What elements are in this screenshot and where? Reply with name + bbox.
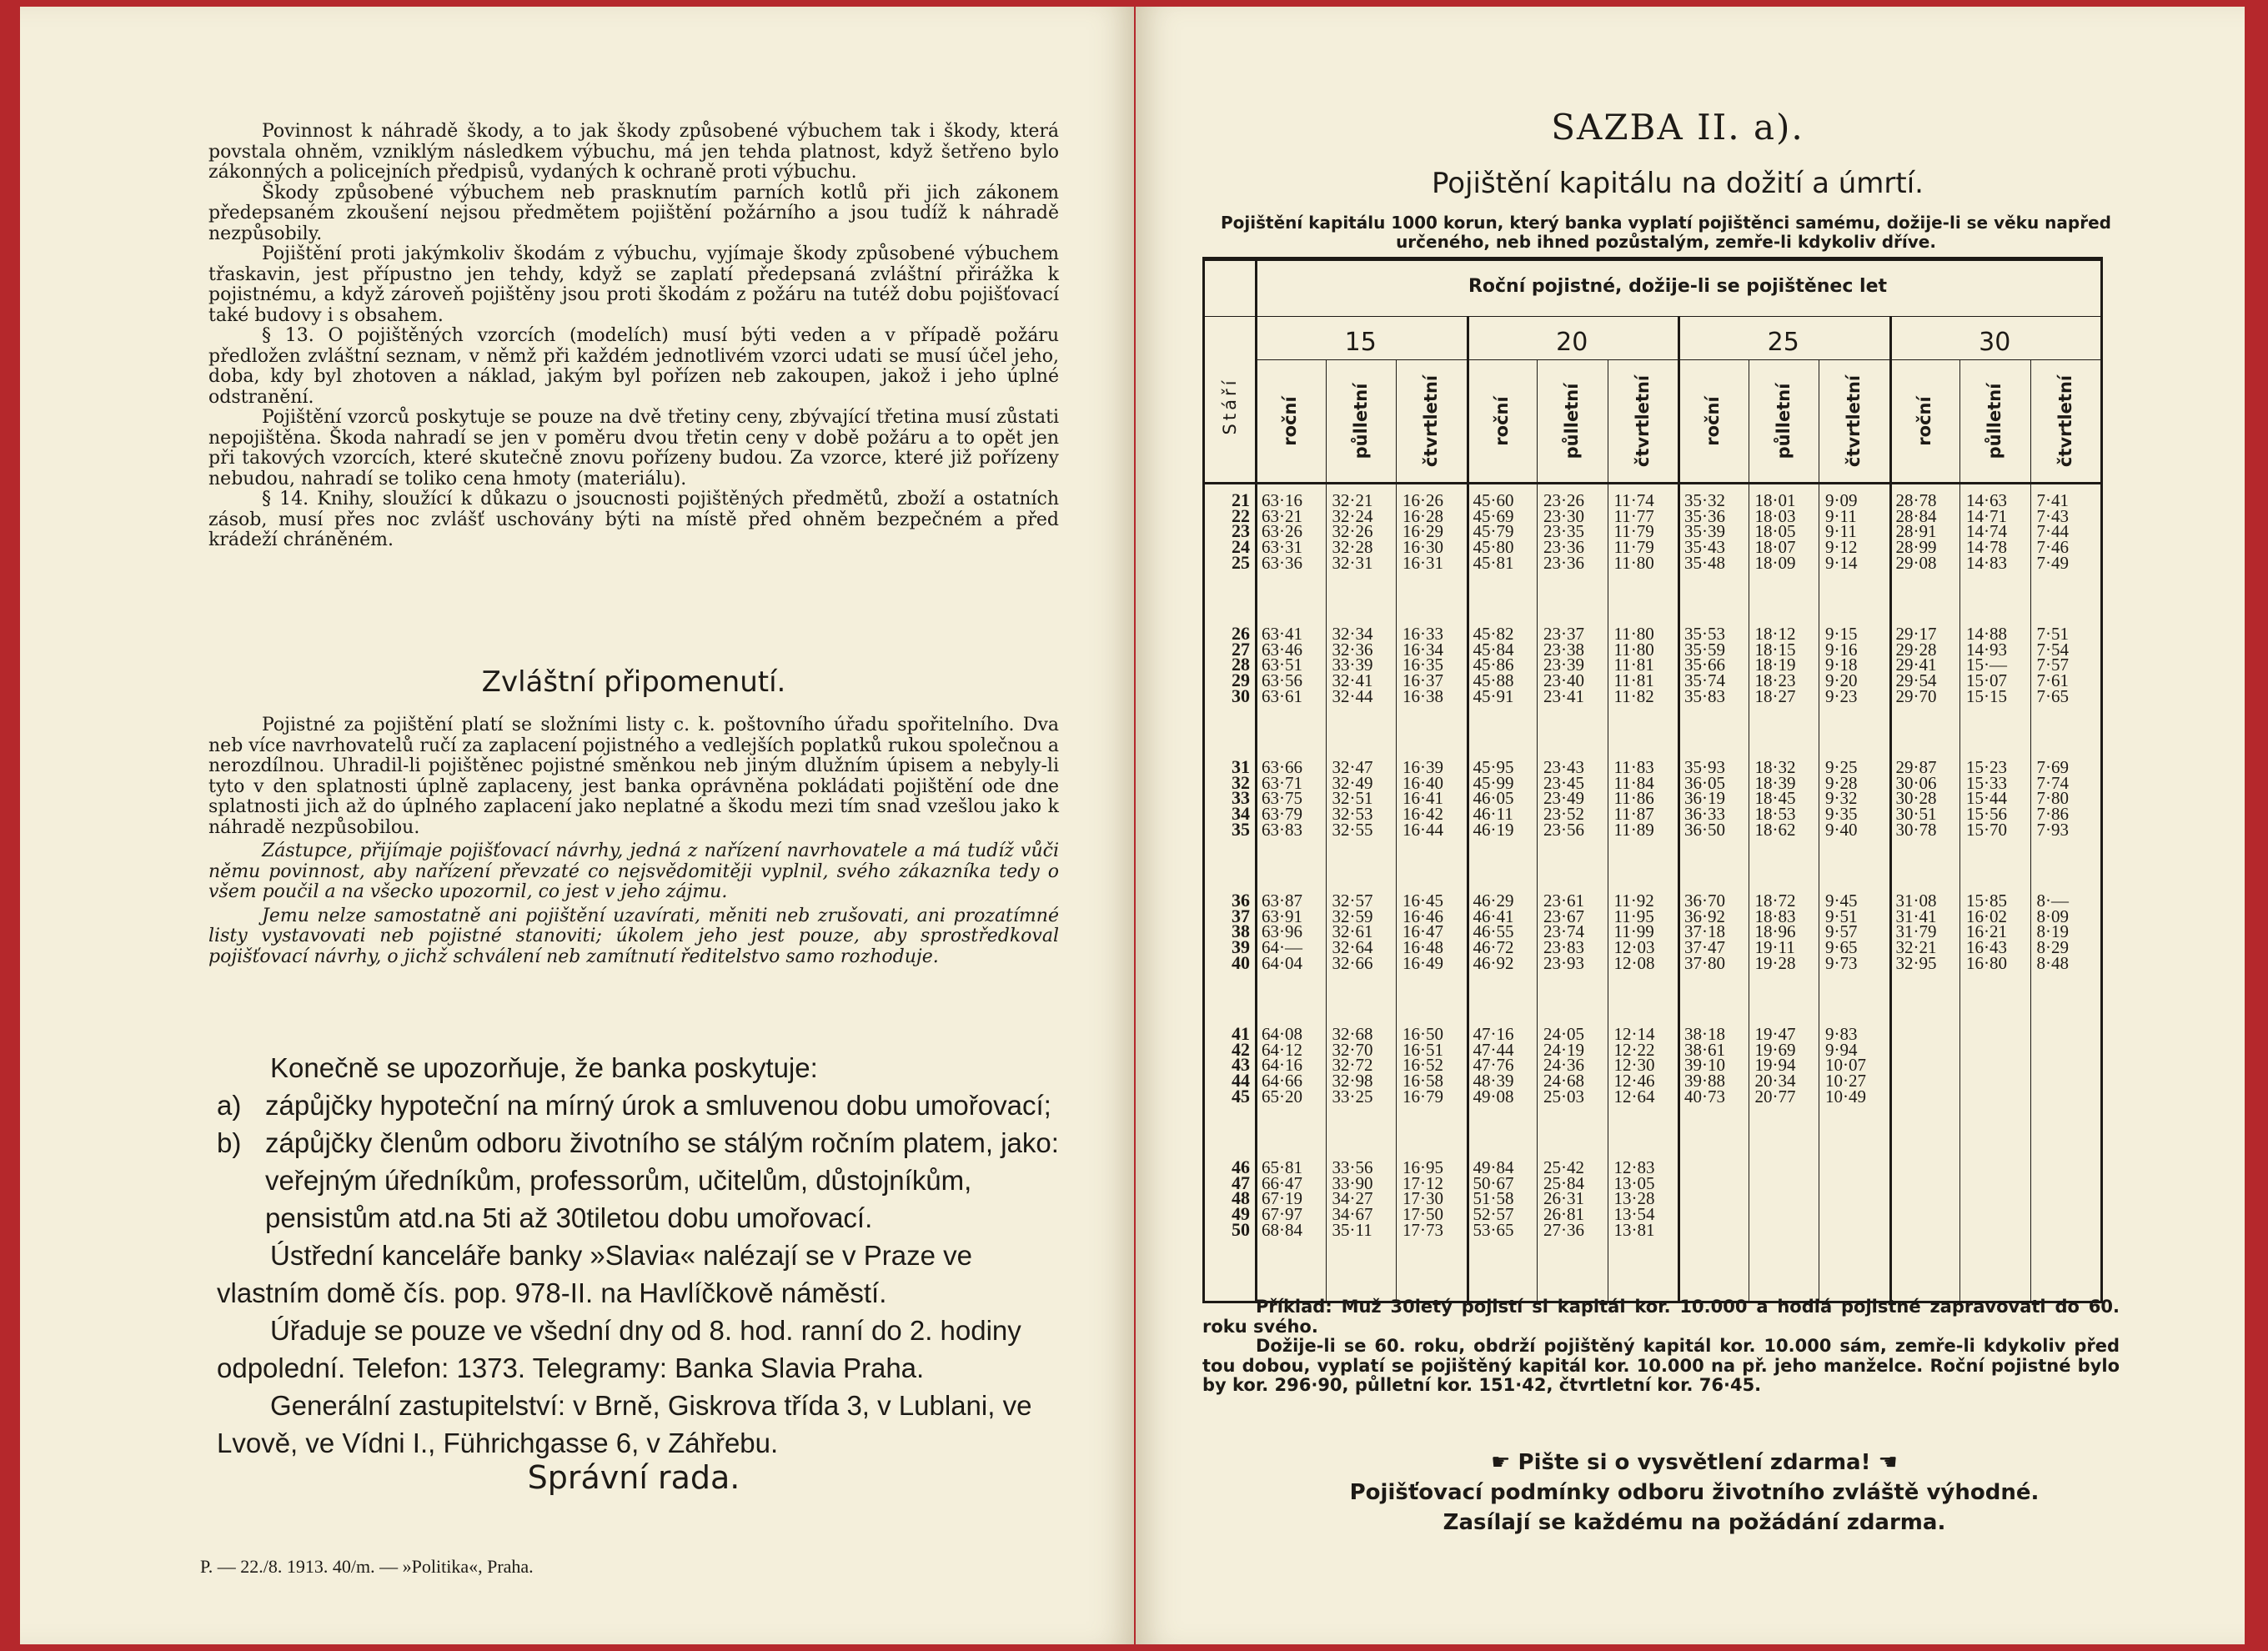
table-rule bbox=[1255, 261, 1257, 1301]
premium-values: 64·08 64·12 64·16 64·66 65·20 bbox=[1262, 1024, 1302, 1107]
premium-values: 28·78 28·84 28·91 28·99 29·08 bbox=[1895, 490, 1937, 573]
premium-values: 16·26 16·28 16·29 16·30 16·31 bbox=[1402, 490, 1443, 573]
paragraph: Pojištění proti jakýmkoliv škodám z výbuchu, vyjímaje škody způsobené výbuchem třaskavin, jest přípustno jen tehdy, když se zaplatí předepsaná zvláštní přirážka k pojistnému, a když zároveň pojištěny jsou proti škodám z požáru na tutéž dobu pojišťovací také budovy i s obsahem. bbox=[208, 243, 1059, 326]
paragraph: § 13. O pojištěných vzorcích (modelích) musí býti veden a v případě požáru předložen zvláštní seznam, v němž při každém jednotlivém vzorci udati se musí účel jeho, doba, kdy byl zhotoven a náklad, jakým byl pořízen neb zakoupen, jakož i jeho úplné odstranění. bbox=[208, 325, 1059, 408]
premium-values: 7·41 7·43 7·44 7·46 7·49 bbox=[2036, 490, 2069, 573]
premium-values: 9·09 9·11 9·11 9·12 9·14 bbox=[1825, 490, 1858, 573]
table-rule bbox=[1959, 359, 1960, 1301]
item-text: zápůjčky členům odboru životního se stálým ročním platem, jako: veřejným úředníkům, professorům, učitelům, důstojníkům, pensistům atd.na 5ti až 30tiletou dobu umořovací. bbox=[265, 1127, 1059, 1233]
item-marker: a) bbox=[217, 1090, 242, 1121]
premium-values: 9·83 9·94 10·07 10·27 10·49 bbox=[1825, 1024, 1866, 1107]
premium-values: 63·41 63·46 63·51 63·56 63·61 bbox=[1262, 624, 1302, 706]
premium-values: 19·47 19·69 19·94 20·34 20·77 bbox=[1754, 1024, 1796, 1107]
paragraph: § 14. Knihy, sloužící k důkazu o jsoucnosti pojištěných předmětů, zboží a ostatních zásob, musí přes noc zvlášť uschovány býti na místě před ohněm bezpečném a před krádeží chráněném. bbox=[208, 489, 1059, 550]
table-rule bbox=[2030, 359, 2031, 1301]
premium-values: 12·83 13·05 13·28 13·54 13·81 bbox=[1613, 1157, 1655, 1240]
promo-free: Zasílají se každému na požádání zdarma. bbox=[1443, 1510, 1946, 1535]
table-header-main: Roční pojistné, dožije-li se pojištěnec let bbox=[1468, 276, 1888, 297]
sub-column-header: roční bbox=[1280, 396, 1301, 446]
example-2: Dožije-li se 60. roku, obdrží pojištěný kapitál kor. 10.000 sám, zemře-li kdykoliv před tou dobou, vyplatí se pojištěný kapitál kor. 10.000 na př. jeho manželce. Roční pojistné bylo by kor. 296·90, půlletní kor. 151·42, čtvrtletní kor. 76·45. bbox=[1202, 1336, 2120, 1395]
age-values: 26 27 28 29 30 bbox=[1232, 623, 1250, 706]
premium-values: 45·82 45·84 45·86 45·88 45·91 bbox=[1473, 624, 1514, 706]
table-rule bbox=[1326, 359, 1327, 1301]
premium-values: 11·80 11·80 11·81 11·81 11·82 bbox=[1613, 624, 1654, 706]
table-rule bbox=[1537, 359, 1538, 1301]
paragraph: Povinnost k náhradě škody, a to jak škody způsobené výbuchem tak i škody, která povstala ohněm, vzniklým následkem výbuchu, má jen tehda platnost, když šetřeno bylo zákonných a policejních předpisů, vydaných k ochraně proti výbuchu. bbox=[208, 121, 1059, 183]
age-column-header: Stáří bbox=[1220, 377, 1240, 435]
premium-values: 23·26 23·30 23·35 23·36 23·36 bbox=[1543, 490, 1584, 573]
left-page bbox=[20, 7, 1134, 1644]
services-intro: Konečně se upozorňuje, že banka poskytuje: bbox=[270, 1052, 818, 1083]
sub-column-header: půlletní bbox=[1984, 383, 2005, 459]
table-rule bbox=[1205, 316, 2100, 317]
rate-description: Pojištění kapitálu 1000 korun, který banka vyplatí pojištěnci samému, dožije-li se věku napřed určeného, neb ihned pozůstalým, zemře-li kdykoliv dříve. bbox=[1221, 213, 2111, 252]
premium-values: 33·56 33·90 34·27 34·67 35·11 bbox=[1332, 1157, 1373, 1240]
sub-column-header: čtvrtletní bbox=[1844, 374, 1864, 468]
premium-values: 14·63 14·71 14·74 14·78 14·83 bbox=[1966, 490, 2007, 573]
premium-values: 15·85 16·02 16·21 16·43 16·80 bbox=[1966, 891, 2007, 973]
paragraph: Škody způsobené výbuchem neb prasknutím parních kotlů při jich zákonem předepsaném zkoušení nejsou předmětem pojištění požárního a jsou tudíž k náhradě nezpůsobily. bbox=[208, 182, 1059, 244]
signature: Správní rada. bbox=[527, 1459, 740, 1496]
agencies: Generální zastupitelství: v Brně, Giskrova třída 3, v Lublani, ve Lvově, ve Vídni I., Führichgasse 6, v Záhřebu. bbox=[217, 1390, 1032, 1458]
item-text: zápůjčky hypoteční na mírný úrok a smluvenou dobu umořovací; bbox=[265, 1090, 1051, 1121]
call-to-action-row bbox=[1186, 1448, 2203, 1478]
premium-values: 32·68 32·70 32·72 32·98 33·25 bbox=[1332, 1024, 1373, 1107]
premium-values: 18·12 18·15 18·19 18·23 18·27 bbox=[1754, 624, 1796, 706]
age-values: 21 22 23 24 25 bbox=[1232, 489, 1250, 573]
notice-paragraph: Pojistné za pojištění platí se složními listy c. k. poštovního úřadu spořitelního. Dva neb více navrhovatelů ručí za zaplacení pojistného a vedlejších poplatků rukou společnou a nerozdílnou. Uhradil-li pojištěnec pojistné směnkou neb jiným dlužním úpisem a nebyly-li tyto v den splatnosti úplně zaplaceny, jest banka oprávněna pokládati pojištění ode dne splatnosti jich až do úplného zaplacení jako neplatné a škodu mezi tím snad vzešlou jako k náhradě nezpůsobilou. bbox=[208, 715, 1059, 838]
sub-column-header: čtvrtletní bbox=[2055, 374, 2075, 468]
imprint: P. — 22./8. 1913. 40/m. — »Politika«, Praha. bbox=[200, 1556, 534, 1577]
age-values: 31 32 33 34 35 bbox=[1232, 756, 1250, 840]
age-values: 41 42 43 44 45 bbox=[1232, 1023, 1250, 1107]
premium-values: 46·29 46·41 46·55 46·72 46·92 bbox=[1473, 891, 1514, 973]
premium-values: 9·25 9·28 9·32 9·35 9·40 bbox=[1825, 757, 1858, 840]
premium-values: 16·39 16·40 16·41 16·42 16·44 bbox=[1402, 757, 1443, 840]
service-item-b bbox=[217, 1124, 1079, 1237]
promotion bbox=[1186, 1448, 2203, 1538]
premium-values: 23·37 23·38 23·39 23·40 23·41 bbox=[1543, 624, 1584, 706]
special-notes bbox=[208, 715, 1059, 967]
sub-column-header: čtvrtletní bbox=[1632, 374, 1653, 468]
age-values: 46 47 48 49 50 bbox=[1232, 1157, 1250, 1240]
premium-values: 32·34 32·36 33·39 32·41 32·44 bbox=[1332, 624, 1373, 706]
paragraph: Pojištění vzorců poskytuje se pouze na dvě třetiny ceny, zbývající třetina musí zůstati nepojištěna. Škoda nahradí se jen v poměru dvou třetin ceny v době požáru a to opět jen při takových vzorcích, které skutečně znovu pořízeny budou. Za vzorce, které již pořízeny nebudou, nahradí se toliko cena hmoty (materiálu). bbox=[208, 407, 1059, 489]
premium-values: 63·66 63·71 63·75 63·79 63·83 bbox=[1262, 757, 1302, 840]
office-address: Ústřední kanceláře banky »Slavia« nalézají se v Praze ve vlastním domě čís. pop. 978-II. na Havlíčkově náměstí. bbox=[217, 1240, 972, 1308]
table-rule bbox=[1205, 482, 2100, 484]
premium-values: 18·32 18·39 18·45 18·53 18·62 bbox=[1754, 757, 1796, 840]
rate-title: SAZBA II. a). bbox=[1551, 107, 1804, 148]
premium-values: 65·81 66·47 67·19 67·97 68·84 bbox=[1262, 1157, 1302, 1240]
premium-values: 11·83 11·84 11·86 11·87 11·89 bbox=[1613, 757, 1654, 840]
premium-values: 23·61 23·67 23·74 23·83 23·93 bbox=[1543, 891, 1584, 973]
premium-values: 9·15 9·16 9·18 9·20 9·23 bbox=[1825, 624, 1858, 706]
premium-values: 63·87 63·91 63·96 64·— 64·04 bbox=[1262, 891, 1302, 973]
premium-values: 29·17 29·28 29·41 29·54 29·70 bbox=[1895, 624, 1937, 706]
premium-values: 25·42 25·84 26·31 26·81 27·36 bbox=[1543, 1157, 1584, 1240]
rate-subtitle: Pojištění kapitálu na dožití a úmrtí. bbox=[1431, 167, 1924, 200]
agent-limits-paragraph: Jemu nelze samostatně ani pojištění uzavírati, měniti neb zrušovati, ani prozatímné listy vystavovati neb pojistné stanoviti; úkolem jeho jest pouze, aby sprostředkoval pojišťovací návrhy, o jichž schválení neb zamítnutí ředitelstvo samo rozhoduje. bbox=[208, 905, 1059, 967]
promo-conditions: Pojišťovací podmínky odboru životního zvláště výhodné. bbox=[1349, 1480, 2040, 1505]
premium-values: 7·51 7·54 7·57 7·61 7·65 bbox=[2036, 624, 2069, 706]
premium-values: 32·21 32·24 32·26 32·28 32·31 bbox=[1332, 490, 1373, 573]
premium-values: 14·88 14·93 15·— 15·07 15·15 bbox=[1966, 624, 2007, 706]
item-marker: b) bbox=[217, 1127, 242, 1158]
example-text bbox=[1202, 1297, 2120, 1396]
premium-values: 11·92 11·95 11·99 12·03 12·08 bbox=[1613, 891, 1655, 973]
sub-column-header: roční bbox=[1914, 396, 1934, 446]
premium-values: 29·87 30·06 30·28 30·51 30·78 bbox=[1895, 757, 1937, 840]
premium-values: 35·32 35·36 35·39 35·43 35·48 bbox=[1684, 490, 1725, 573]
sub-column-header: půlletní bbox=[1350, 383, 1371, 459]
office-hours: Úřaduje se pouze ve všední dny od 8. hod. ranní do 2. hodiny odpolední. Telefon: 1373. Telegramy: Banka Slavia Praha. bbox=[217, 1315, 1021, 1383]
bank-services bbox=[217, 1049, 1079, 1462]
premium-values: 49·84 50·67 51·58 52·57 53·65 bbox=[1473, 1157, 1514, 1240]
premium-values: 45·95 45·99 46·05 46·11 46·19 bbox=[1473, 757, 1514, 840]
premium-table bbox=[1202, 257, 2103, 1303]
premium-values: 12·14 12·22 12·30 12·46 12·64 bbox=[1613, 1024, 1655, 1107]
sub-column-header: půlletní bbox=[1562, 383, 1583, 459]
premium-values: 18·72 18·83 18·96 19·11 19·28 bbox=[1754, 891, 1796, 973]
premium-values: 31·08 31·41 31·79 32·21 32·95 bbox=[1895, 891, 1937, 973]
group-label: 30 bbox=[1979, 328, 2011, 357]
premium-values: 35·93 36·05 36·19 36·33 36·50 bbox=[1684, 757, 1725, 840]
group-label: 15 bbox=[1344, 328, 1377, 357]
table-rule bbox=[1678, 316, 1680, 1301]
table-rule bbox=[1889, 316, 1892, 1301]
pointing-hand-icon: ☛ bbox=[1491, 1450, 1518, 1475]
premium-values: 7·69 7·74 7·80 7·86 7·93 bbox=[2036, 757, 2069, 840]
premium-values: 47·16 47·44 47·76 48·39 49·08 bbox=[1473, 1024, 1514, 1107]
agent-duty-paragraph: Zástupce, přijímaje pojišťovací návrhy, jedná z nařízení navrhovatele a má tudíž vůči němu povinnost, aby nařízení převzaté co nejsvědomitěji vyplnil, svého zákazníka tedy o všem poučil a na všecko upozornil, co jest v jeho zájmu. bbox=[208, 841, 1059, 902]
table-rule bbox=[1467, 316, 1469, 1301]
premium-values: 35·53 35·59 35·66 35·74 35·83 bbox=[1684, 624, 1725, 706]
pointing-hand-icon: ☚ bbox=[1870, 1450, 1898, 1475]
premium-values: 9·45 9·51 9·57 9·65 9·73 bbox=[1825, 891, 1858, 973]
table-rule bbox=[1396, 359, 1397, 1301]
group-label: 25 bbox=[1767, 328, 1799, 357]
age-values: 36 37 38 39 40 bbox=[1232, 890, 1250, 973]
group-label: 20 bbox=[1556, 328, 1588, 357]
sub-column-header: roční bbox=[1491, 396, 1512, 446]
premium-values: 11·74 11·77 11·79 11·79 11·80 bbox=[1613, 490, 1654, 573]
premium-values: 8·— 8·09 8·19 8·29 8·48 bbox=[2036, 891, 2069, 973]
conditions-text bbox=[208, 122, 1059, 551]
premium-values: 16·45 16·46 16·47 16·48 16·49 bbox=[1402, 891, 1443, 973]
example-1: Příklad: Muž 30letý pojistí si kapitál kor. 10.000 a hodlá pojistné zapravovati do 60. roku svého. bbox=[1202, 1297, 2120, 1337]
premium-values: 16·33 16·34 16·35 16·37 16·38 bbox=[1402, 624, 1443, 706]
sub-column-header: půlletní bbox=[1773, 383, 1794, 459]
premium-values: 32·57 32·59 32·61 32·64 32·66 bbox=[1332, 891, 1373, 973]
premium-values: 15·23 15·33 15·44 15·56 15·70 bbox=[1966, 757, 2007, 840]
premium-values: 32·47 32·49 32·51 32·53 32·55 bbox=[1332, 757, 1373, 840]
premium-values: 63·16 63·21 63·26 63·31 63·36 bbox=[1262, 490, 1302, 573]
premium-values: 16·95 17·12 17·30 17·50 17·73 bbox=[1402, 1157, 1443, 1240]
premium-values: 45·60 45·69 45·79 45·80 45·81 bbox=[1473, 490, 1514, 573]
premium-values: 23·43 23·45 23·49 23·52 23·56 bbox=[1543, 757, 1584, 840]
premium-values: 36·70 36·92 37·18 37·47 37·80 bbox=[1684, 891, 1725, 973]
sub-column-header: čtvrtletní bbox=[1421, 374, 1442, 468]
premium-values: 16·50 16·51 16·52 16·58 16·79 bbox=[1402, 1024, 1443, 1107]
premium-values: 38·18 38·61 39·10 39·88 40·73 bbox=[1684, 1024, 1725, 1107]
premium-values: 24·05 24·19 24·36 24·68 25·03 bbox=[1543, 1024, 1584, 1107]
right-page bbox=[1136, 7, 2245, 1644]
premium-values: 18·01 18·03 18·05 18·07 18·09 bbox=[1754, 490, 1796, 573]
service-item-a bbox=[217, 1086, 1079, 1124]
section-title: Zvláštní připomenutí. bbox=[481, 665, 786, 699]
sub-column-header: roční bbox=[1703, 396, 1724, 446]
call-to-action: Pište si o vysvětlení zdarma! bbox=[1518, 1450, 1871, 1475]
